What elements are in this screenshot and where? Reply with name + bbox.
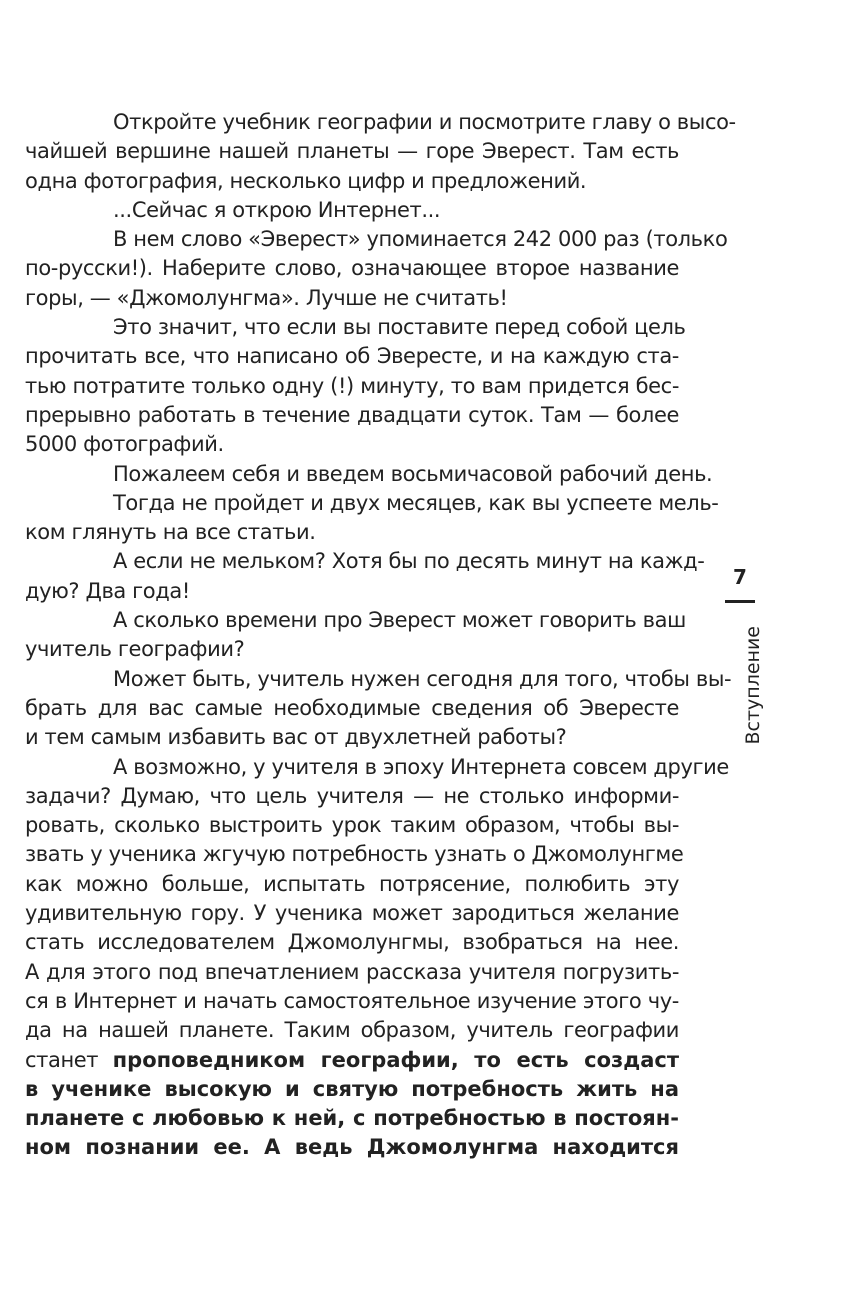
text-line: горы, — «Джомолунгма». Лучше не считать!: [25, 285, 508, 310]
text-line: Тогда не пройдет и двух месяцев, как вы успеете мель-: [113, 490, 719, 515]
text-line: ...Сейчас я открою Интернет...: [113, 197, 441, 222]
text-line: стать исследователем Джомолунгмы, взобраться на нее.: [25, 930, 679, 955]
text-line: как можно больше, испытать потрясение, полюбить эту: [25, 871, 679, 896]
text-line: ком глянуть на все статьи.: [25, 520, 316, 545]
text-line: задачи? Думаю, что цель учителя — не столько информи-: [25, 783, 679, 808]
text-line: А сколько времени про Эверест может говорить ваш: [113, 608, 686, 633]
text-line: брать для вас самые необходимые сведения об Эвересте: [25, 695, 679, 720]
text-line: ся в Интернет и начать самостоятельное изучение этого чу-: [25, 988, 679, 1013]
text-line: чайшей вершине нашей планеты — горе Эверест. Там есть: [25, 139, 679, 164]
text-line: А если не мельком? Хотя бы по десять минут на кажд-: [113, 549, 705, 574]
bold-fragment: проповедником географии, то есть создаст: [112, 1047, 679, 1072]
bold-text-line: планете с любовью к ней, с потребностью в постоян-: [25, 1106, 679, 1131]
text-line: удивительную гору. У ученика может зародиться желание: [25, 901, 679, 926]
page-number: 7: [733, 565, 747, 589]
text-line: по-русски!). Наберите слово, означающее второе название: [25, 256, 679, 281]
text-line: Может быть, учитель нужен сегодня для того, чтобы вы-: [113, 666, 732, 691]
text-line: звать у ученика жгучую потребность узнать о Джомолунгме: [25, 842, 684, 867]
text-line: учитель географии?: [25, 637, 245, 662]
text-line: прочитать все, что написано об Эвересте, и на каждую ста-: [25, 344, 679, 369]
text-line: 5000 фотографий.: [25, 432, 224, 457]
text-line: А для этого под впечатлением рассказа учителя погрузить-: [25, 959, 679, 984]
bold-text-line: в ученике высокую и святую потребность жить на: [25, 1076, 679, 1101]
text-line: прерывно работать в течение двадцати суток. Там — более: [25, 402, 679, 427]
text-line: да на нашей планете. Таким образом, учитель географии: [25, 1018, 679, 1043]
text-line: А возможно, у учителя в эпоху Интернета совсем другие: [113, 754, 729, 779]
text-line: В нем слово «Эверест» упоминается 242 000 раз (только: [113, 227, 728, 252]
body-text: [25, 108, 736, 1163]
text-line: тью потратите только одну (!) минуту, то вам придется бес-: [25, 373, 679, 398]
text-line: ровать, сколько выстроить урок таким образом, чтобы вы-: [25, 813, 679, 838]
text-line: дую? Два года!: [25, 578, 190, 603]
text-line: Это значит, что если вы поставите перед собой цель: [113, 315, 686, 340]
text-line-mixed: [25, 1046, 679, 1075]
bold-text-line: ном познании ее. А ведь Джомолунгма находится: [25, 1135, 679, 1160]
section-title: Вступление: [742, 626, 764, 745]
plain-fragment: станет: [25, 1047, 113, 1072]
page-number-rule: [725, 600, 755, 603]
text-line: Откройте учебник географии и посмотрите главу о высо-: [113, 110, 736, 134]
text-line: Пожалеем себя и введем восьмичасовой рабочий день.: [113, 461, 713, 486]
text-line: и тем самым избавить вас от двухлетней работы?: [25, 725, 567, 750]
text-line: одна фотография, несколько цифр и предложений.: [25, 168, 587, 193]
